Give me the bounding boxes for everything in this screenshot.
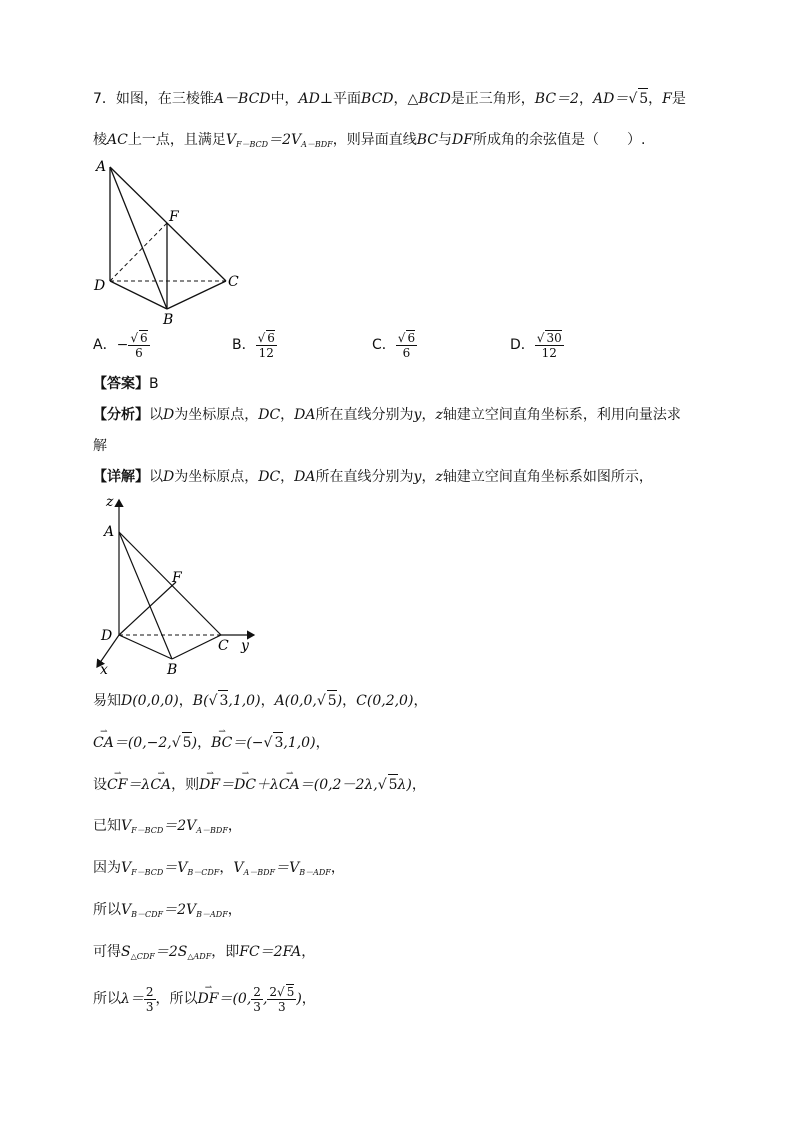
math: ＋λ bbox=[256, 777, 279, 793]
option-denominator: 12 bbox=[258, 346, 274, 360]
math: V bbox=[121, 902, 132, 918]
text: ， bbox=[578, 91, 593, 107]
fraction-numerator: 2 bbox=[269, 985, 278, 999]
text: ， bbox=[219, 860, 234, 876]
math: ＝(0, bbox=[218, 991, 252, 1007]
text: 以 bbox=[149, 407, 163, 423]
math: DF bbox=[452, 132, 473, 148]
math: V bbox=[233, 860, 244, 876]
math: ＝λ bbox=[127, 777, 151, 793]
math: S bbox=[121, 944, 131, 960]
vector: ⇀ BC bbox=[211, 733, 232, 753]
option-sign: − bbox=[116, 337, 129, 353]
text: 所以 bbox=[93, 991, 121, 1007]
text: 所在直线分别为 bbox=[315, 469, 414, 485]
sqrt-value: 5 bbox=[182, 732, 192, 753]
math: DC bbox=[258, 407, 281, 423]
edge-AB bbox=[110, 167, 167, 309]
math: , bbox=[262, 991, 268, 1007]
detail-line: 【详解】以D为坐标原点，DC，DA所在直线分别为y，z轴建立空间直角坐标系如图所示， bbox=[93, 469, 653, 485]
subscript: A－BDF bbox=[196, 826, 228, 835]
label-B: B bbox=[163, 312, 174, 327]
text: ， bbox=[227, 818, 242, 834]
question-line-1: 7．如图，在三棱锥A－BCD中，AD⊥平面BCD，△BCD是正三角形，BC＝2，AD＝√ 5，F是 bbox=[93, 88, 686, 109]
vector: ⇀ DF bbox=[199, 775, 220, 795]
text: ， bbox=[301, 991, 316, 1007]
option-numerator: 6 bbox=[407, 331, 416, 345]
text: 是正三角形， bbox=[450, 91, 535, 107]
fraction-numerator: 2 bbox=[253, 984, 261, 999]
label-F: F bbox=[172, 570, 182, 586]
text: ， bbox=[411, 777, 426, 793]
math: V bbox=[225, 132, 236, 148]
math: V bbox=[121, 860, 132, 876]
math: AD⊥ bbox=[298, 91, 334, 107]
vector: ⇀ CA bbox=[279, 775, 300, 795]
option-denominator: 12 bbox=[541, 346, 557, 360]
text: 以 bbox=[149, 469, 163, 485]
math: λ) bbox=[397, 777, 412, 793]
option-numerator: 6 bbox=[139, 331, 148, 345]
text: 解 bbox=[93, 438, 107, 454]
math: ,1,0) bbox=[228, 693, 261, 709]
label-y: y bbox=[241, 638, 249, 654]
label-A: A bbox=[104, 524, 115, 540]
subscript: A－BDF bbox=[301, 140, 333, 149]
math: ) bbox=[296, 991, 302, 1007]
answer-line bbox=[93, 374, 159, 394]
sqrt-value: 5 bbox=[388, 774, 398, 795]
detail-tag: 【详解】 bbox=[93, 469, 149, 485]
label-B: B bbox=[167, 662, 178, 678]
text: ， bbox=[413, 693, 428, 709]
edge-BC bbox=[167, 281, 226, 309]
math: z bbox=[435, 407, 443, 423]
text: ，则异面直线 bbox=[332, 132, 417, 148]
analysis-line-1: 【分析】以D为坐标原点，DC，DA所在直线分别为y，z轴建立空间直角坐标系，利用向量法求 bbox=[93, 407, 681, 423]
subscript: B－CDF bbox=[131, 910, 164, 919]
math: BC bbox=[416, 132, 438, 148]
option-letter: D． bbox=[510, 337, 535, 353]
math: BCD bbox=[361, 91, 394, 107]
label-D: D bbox=[101, 628, 113, 644]
text: ， bbox=[315, 735, 330, 751]
math: FC＝2FA bbox=[239, 944, 302, 960]
math: DC bbox=[258, 469, 281, 485]
option-numerator: 6 bbox=[267, 331, 275, 345]
text: 中， bbox=[270, 91, 299, 107]
math: BC＝2 bbox=[534, 91, 579, 107]
vector: ⇀ DF bbox=[198, 985, 219, 1013]
question-line-2 bbox=[93, 130, 645, 155]
option-b[interactable]: B． $\frac{√ 6}{12}$ bbox=[232, 331, 275, 360]
math: ＝2V bbox=[268, 132, 302, 148]
math: AD＝ bbox=[592, 91, 629, 107]
text: 设 bbox=[93, 777, 107, 793]
text: 为坐标原点， bbox=[174, 469, 259, 485]
math: AC bbox=[107, 132, 128, 148]
text: 所在直线分别为 bbox=[315, 407, 414, 423]
step-5 bbox=[93, 858, 345, 883]
fraction-denominator: 3 bbox=[278, 1000, 286, 1014]
option-letter: C． bbox=[372, 337, 396, 353]
option-a[interactable]: A．− $\frac{√ 6}{6}$ bbox=[93, 331, 148, 360]
option-c[interactable]: C． $\frac{√ 6}{6}$ bbox=[372, 331, 416, 360]
text: 所成角的余弦值是（ ）. bbox=[472, 132, 646, 148]
text: ， bbox=[330, 860, 345, 876]
math: F bbox=[662, 91, 672, 107]
text: 因为 bbox=[93, 860, 121, 876]
fraction-denominator: 3 bbox=[145, 999, 154, 1014]
text: 易知 bbox=[93, 693, 121, 709]
text: ， bbox=[260, 693, 275, 709]
math: DA bbox=[294, 407, 316, 423]
edge-DB bbox=[110, 281, 167, 309]
fraction-denominator: 3 bbox=[253, 999, 261, 1014]
math: ＝(− bbox=[232, 735, 264, 751]
vector: ⇀ CF bbox=[107, 775, 127, 795]
math: B( bbox=[192, 693, 209, 709]
text: 可得 bbox=[93, 944, 121, 960]
text: ， bbox=[280, 407, 295, 423]
text: 平面 bbox=[333, 91, 362, 107]
text: ， bbox=[301, 944, 316, 960]
subscript: B－ADF bbox=[196, 910, 228, 919]
sqrt-value: 3 bbox=[273, 732, 283, 753]
edge-AC bbox=[119, 532, 221, 635]
vector: ⇀ CA bbox=[150, 775, 171, 795]
subscript: F－BCD bbox=[131, 868, 164, 877]
question-number: 7． bbox=[93, 91, 116, 107]
vector: ⇀ DC bbox=[234, 775, 256, 795]
math: BCD bbox=[418, 91, 451, 107]
math: ＝(0,−2, bbox=[113, 735, 172, 751]
option-d[interactable]: D． $\frac{√ 30}{12}$ bbox=[510, 331, 562, 360]
step-4 bbox=[93, 816, 242, 841]
subscript: F－BCD bbox=[235, 140, 269, 149]
label-z: z bbox=[106, 494, 114, 510]
math: ) bbox=[191, 735, 198, 751]
math: D bbox=[163, 469, 175, 485]
label-x: x bbox=[100, 662, 108, 678]
step-7 bbox=[93, 942, 315, 967]
math: ＝(0,2－2λ, bbox=[299, 777, 378, 793]
text: ， bbox=[178, 693, 193, 709]
step-6 bbox=[93, 900, 242, 925]
subscript: F－BCD bbox=[131, 826, 164, 835]
step-2: ⇀ CA＝(0,−2,√ 5)，⇀ BC＝(−√ 3,1,0)， bbox=[93, 732, 330, 753]
answer-tag: 【答案】 bbox=[93, 376, 149, 392]
text: 为坐标原点， bbox=[174, 407, 259, 423]
option-letter: A． bbox=[93, 337, 117, 353]
edge-DF bbox=[119, 582, 176, 635]
edge-BC bbox=[172, 635, 221, 659]
option-denominator: 6 bbox=[402, 346, 411, 360]
label-F: F bbox=[169, 209, 179, 225]
math: ＝ bbox=[220, 777, 235, 793]
math: DA bbox=[294, 469, 316, 485]
sqrt-value: 5 bbox=[286, 985, 295, 999]
text: ， bbox=[197, 735, 212, 751]
sqrt-value: 3 bbox=[218, 690, 228, 711]
text: 是 bbox=[671, 91, 686, 107]
math: A－BCD bbox=[213, 91, 271, 107]
vector: ⇀ CA bbox=[93, 733, 114, 753]
math: ＝2S bbox=[154, 944, 188, 960]
math: D bbox=[163, 407, 175, 423]
label-A: A bbox=[96, 159, 107, 175]
label-D: D bbox=[94, 278, 106, 294]
text: ，即 bbox=[211, 944, 240, 960]
text: ， bbox=[280, 469, 295, 485]
text: 所以 bbox=[93, 902, 121, 918]
fraction-numerator: 2 bbox=[145, 984, 154, 999]
option-numerator: 30 bbox=[546, 331, 562, 345]
math: D(0,0,0) bbox=[121, 693, 179, 709]
math: C(0,2,0) bbox=[356, 693, 414, 709]
math: V bbox=[121, 818, 132, 834]
text: 上一点，且满足 bbox=[127, 132, 226, 148]
step-1: 易知D(0,0,0)，B(√ 3,1,0)，A(0,0,√ 5)，C(0,2,0)， bbox=[93, 690, 427, 711]
subscript: B－ADF bbox=[299, 868, 331, 877]
math: A(0,0, bbox=[274, 693, 317, 709]
text: 已知 bbox=[93, 818, 121, 834]
option-denominator: 6 bbox=[135, 346, 143, 360]
math: ＝V bbox=[275, 860, 300, 876]
text: ，△ bbox=[393, 91, 419, 107]
text: ，所以 bbox=[155, 991, 198, 1007]
math: λ＝ bbox=[121, 991, 144, 1007]
step-3: 设⇀ CF＝λ⇀ CA，则⇀ DF＝⇀ DC＋λ⇀ CA＝(0,2－2λ,√ 5λ)， bbox=[93, 774, 426, 795]
math: ) bbox=[336, 693, 343, 709]
edge-AB bbox=[119, 532, 172, 659]
subscript: A－BDF bbox=[243, 868, 276, 877]
text: 如图，在三棱锥 bbox=[115, 91, 214, 107]
text: ， bbox=[648, 91, 663, 107]
math: y bbox=[413, 407, 422, 423]
analysis-line-2 bbox=[93, 436, 107, 456]
text: ， bbox=[227, 902, 242, 918]
step-8: 所以λ＝ $\frac{2}{3}$ ，所以⇀ DF＝(0, $\frac{2}{3}$ , $\frac{2√ 5}{3}$ )， bbox=[93, 984, 316, 1014]
option-letter: B． bbox=[232, 337, 256, 353]
text: 轴建立空间直角坐标系，利用向量法求 bbox=[442, 407, 681, 423]
answer-value: B bbox=[149, 376, 159, 392]
subscript: △ADF bbox=[187, 952, 212, 961]
subscript: B－CDF bbox=[187, 868, 220, 877]
math: ＝V bbox=[163, 860, 188, 876]
sqrt-value: 5 bbox=[327, 690, 337, 711]
subscript: △CDF bbox=[130, 952, 155, 961]
math: ＝2V bbox=[163, 902, 197, 918]
text: 与 bbox=[438, 132, 452, 148]
math: ,1,0) bbox=[283, 735, 316, 751]
math: y bbox=[413, 469, 422, 485]
analysis-tag: 【分析】 bbox=[93, 407, 149, 423]
text: ， bbox=[342, 693, 357, 709]
coordinate-figure bbox=[88, 492, 268, 682]
tetrahedron-figure bbox=[88, 155, 248, 327]
sqrt-value: 5 bbox=[638, 88, 648, 109]
math: z bbox=[435, 469, 443, 485]
text: 轴建立空间直角坐标系如图所示， bbox=[442, 469, 653, 485]
edge-DF-hidden bbox=[110, 223, 167, 281]
text: 棱 bbox=[93, 132, 107, 148]
text: ，则 bbox=[171, 777, 200, 793]
label-C: C bbox=[218, 638, 229, 654]
math: ＝2V bbox=[163, 818, 197, 834]
label-C: C bbox=[228, 274, 239, 290]
